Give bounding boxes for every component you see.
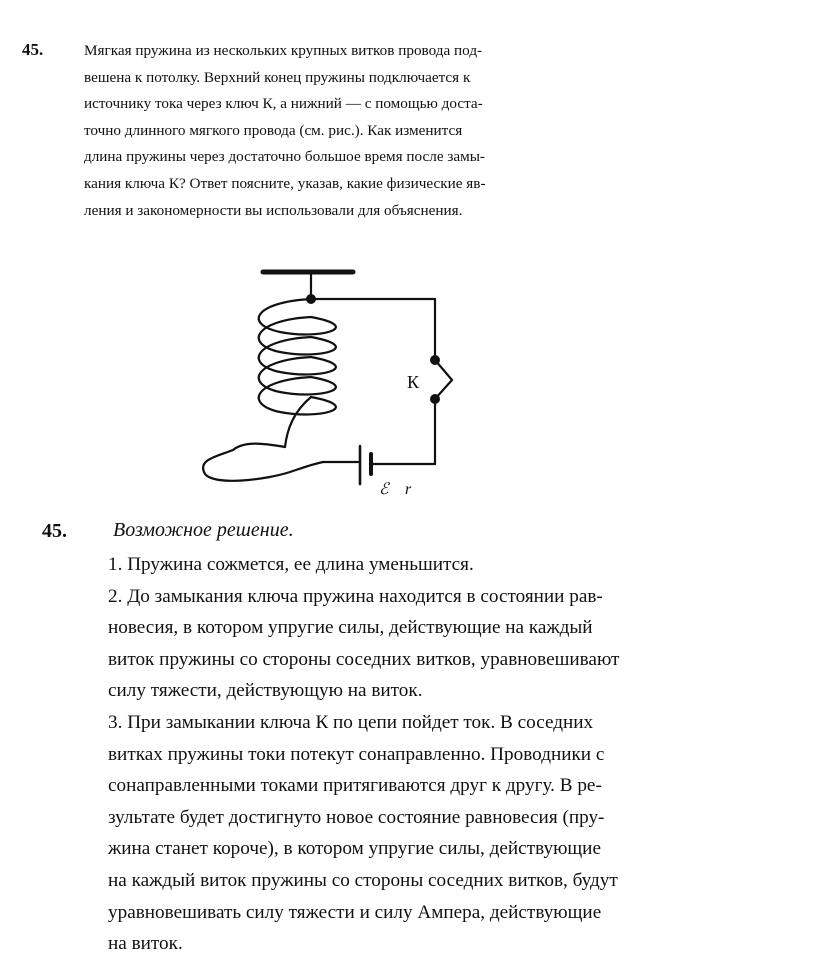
solution-line: зультате будет достигнуто новое состояние равновесия (пру-	[108, 806, 605, 828]
solution-line: жина станет короче), в котором упругие силы, действующие	[108, 838, 601, 860]
spring-lower-end	[285, 397, 311, 447]
solution-line: 3. При замыкании ключа К по цепи пойдет ток. В соседних	[108, 711, 594, 733]
key-terminal-bottom	[430, 394, 440, 404]
problem-line: вешена к потолку. Верхний конец пружины подключается к	[84, 68, 471, 86]
problem-line: Мягкая пружина из нескольких крупных витков провода под-	[84, 42, 483, 59]
solution-line: витках пружины токи потекут сонаправленно. Проводники с	[108, 743, 605, 765]
emf-label: ℰ	[379, 481, 389, 498]
problem-line: точно длинного мягкого провода (см. рис.). Как изменится	[84, 121, 463, 139]
solution-number: 45.	[42, 520, 67, 542]
solution-line: силу тяжести, действующую на виток.	[108, 680, 423, 702]
key-terminal-top	[430, 355, 440, 365]
solution-line: сонаправленными токами притягиваются друг к другу. В ре-	[108, 775, 602, 797]
circuit-diagram	[195, 262, 475, 507]
solution-line: виток пружины со стороны соседних витков, уравновешивают	[108, 648, 620, 670]
spring-coil	[259, 299, 336, 414]
problem-text	[84, 38, 584, 224]
problem-line: источнику тока через ключ К, а нижний — с помощью доста-	[84, 95, 483, 113]
key-label: К	[407, 372, 420, 392]
soft-wire	[203, 444, 323, 481]
junction-dot-top	[306, 294, 316, 304]
problem-number: 45.	[22, 40, 44, 59]
solution-line: на каждый виток пружины со стороны соседних витков, будут	[108, 869, 618, 891]
solution-line: новесия, в котором упругие силы, действующие на каждый	[108, 617, 593, 639]
resistance-label: r	[405, 481, 412, 498]
problem-line: ления и закономерности вы использовали для объяснения.	[84, 201, 463, 219]
solution-header: Возможное решение.	[113, 519, 294, 541]
solution-line: 1. Пружина сожмется, ее длина уменьшится.	[108, 554, 474, 575]
problem-line: длина пружины через достаточно большое время после замы-	[84, 148, 485, 166]
solution-text	[108, 549, 748, 960]
key-switch	[435, 360, 452, 399]
solution-line: уравновешивать силу тяжести и силу Ампера, действующие	[108, 901, 602, 923]
solution-line: на виток.	[108, 933, 183, 955]
problem-line: кания ключа К? Ответ поясните, указав, какие физические яв-	[84, 174, 486, 192]
solution-line: 2. До замыкания ключа пружина находится в состоянии рав-	[108, 585, 603, 607]
